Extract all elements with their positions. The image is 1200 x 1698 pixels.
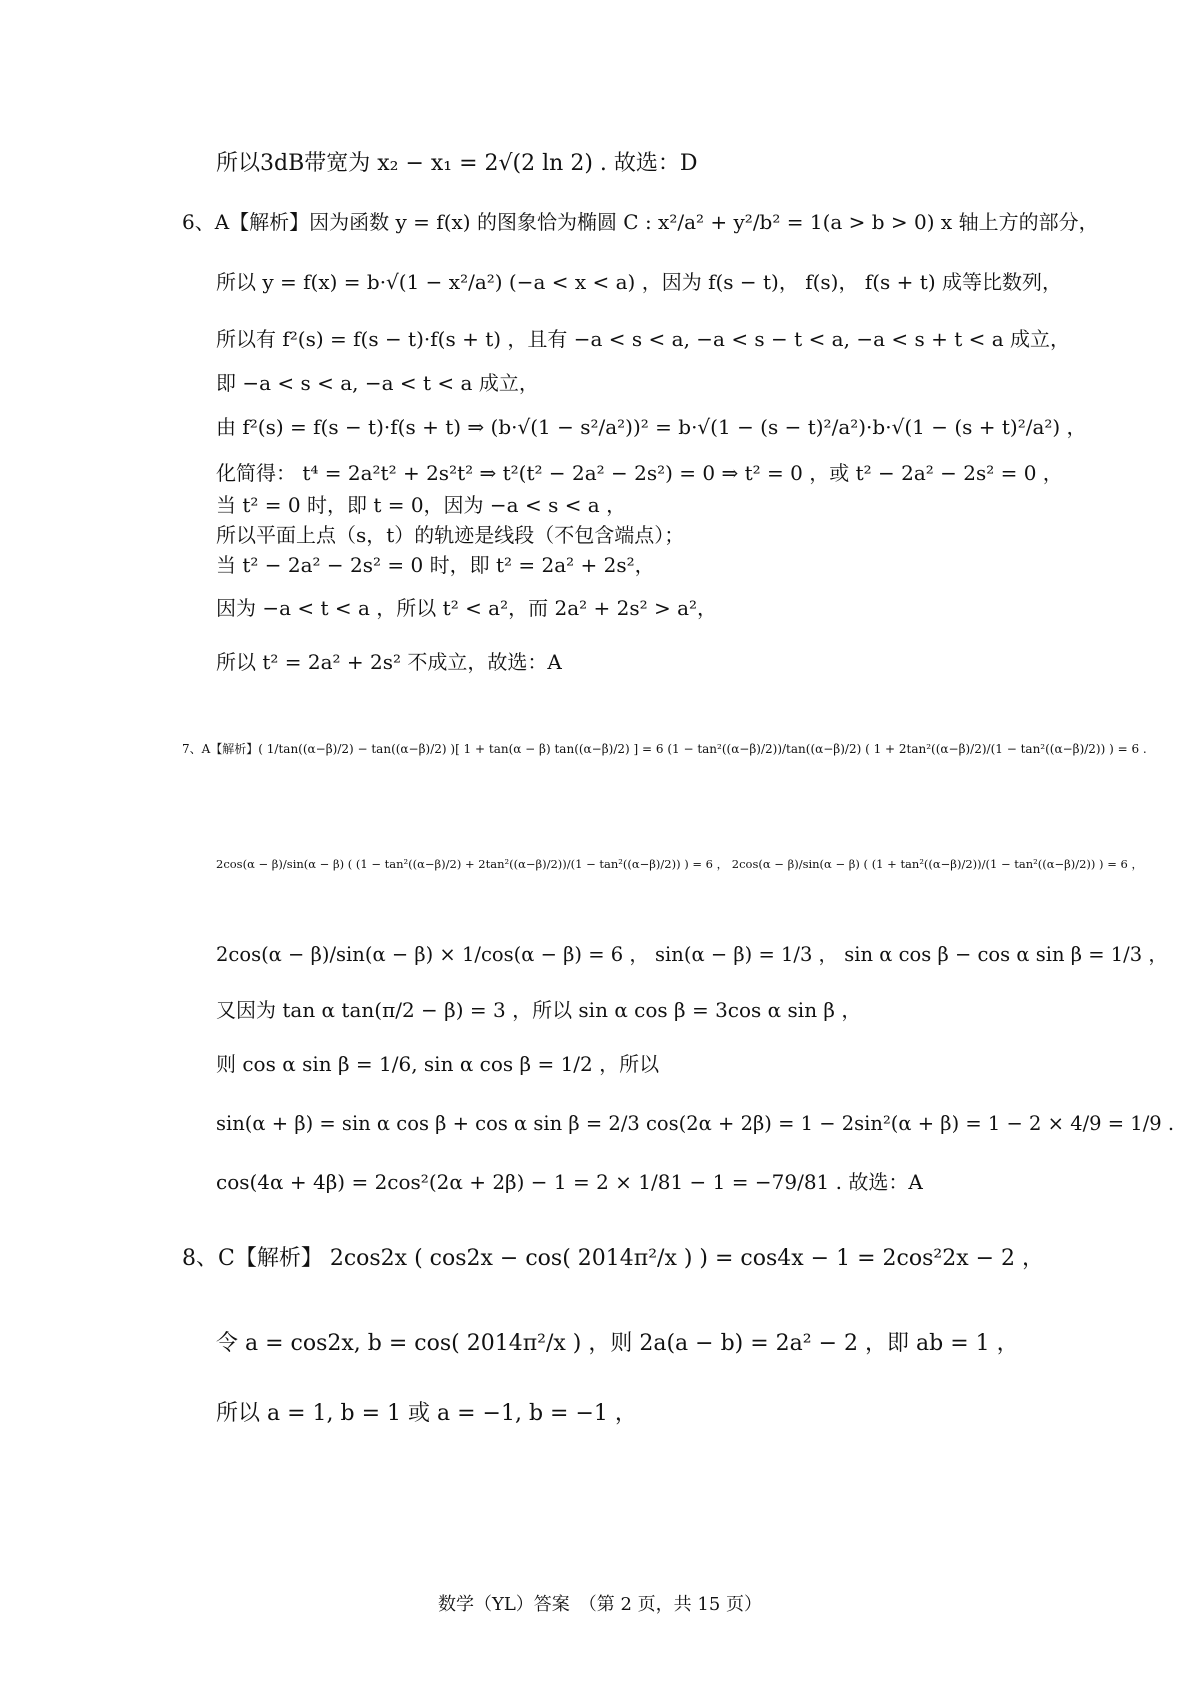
text-line: cos(4α + 4β) = 2cos²(2α + 2β) − 1 = 2 × 1/81 − 1 = −79/81 . 故选：A	[216, 1170, 923, 1194]
text-line: 令 a = cos2x, b = cos( 2014π²/x ) ，则 2a(a − b) = 2a² − 2 ，即 ab = 1 ，	[216, 1331, 1019, 1356]
text-line: 当 t² − 2a² − 2s² = 0 时，即 t² = 2a² + 2s²，	[216, 553, 655, 577]
text-line: 则 cos α sin β = 1/6, sin α cos β = 1/2 ，所以	[216, 1052, 660, 1076]
text-line: 8、C【解析】 2cos2x ( cos2x − cos( 2014π²/x ) ) = cos4x − 1 = 2cos²2x − 2 ，	[182, 1246, 1045, 1271]
text-line: 由 f²(s) = f(s − t)·f(s + t) ⇒ (b·√(1 − s²/a²))² = b·√(1 − (s − t)²/a²)·b·√(1 − (s + t)²/a²) ，	[216, 415, 1087, 439]
text-line: 化简得： t⁴ = 2a²t² + 2s²t² ⇒ t²(t² − 2a² − 2s²) = 0 ⇒ t² = 0 ，或 t² − 2a² − 2s² = 0 ，	[216, 461, 1063, 485]
text-line: sin(α + β) = sin α cos β + cos α sin β = 2/3 cos(2α + 2β) = 1 − 2sin²(α + β) = 1 − 2 × 4/9 = 1/9 .	[216, 1112, 1175, 1135]
text-line: 所以3dB带宽为 x₂ − x₁ = 2√(2 ln 2) . 故选：D	[216, 151, 698, 176]
text-line: 所以平面上点（s，t）的轨迹是线段（不包含端点）；	[216, 523, 685, 547]
text-line: 所以 t² = 2a² + 2s² 不成立，故选：A	[216, 650, 562, 674]
text-line: 所以 y = f(x) = b·√(1 − x²/a²) (−a < x < a) ，因为 f(s − t)， f(s)， f(s + t) 成等比数列，	[216, 270, 1062, 294]
text-line: 2cos(α − β)/sin(α − β) ( (1 − tan²((α−β)/2) + 2tan²((α−β)/2))/(1 − tan²((α−β)/2)) ) = 6 ， 2cos(α − β)/sin(α − β) ( (1 + tan²((α−β)/2))/(1 − tan²((α−β)/2)) ) = 6 ，	[216, 857, 1143, 871]
text-line: 2cos(α − β)/sin(α − β) × 1/cos(α − β) = 6 ， sin(α − β) = 1/3 ， sin α cos β − cos α sin β = 1/3 ，	[216, 943, 1168, 966]
text-line: 当 t² = 0 时，即 t = 0，因为 −a < s < a ，	[216, 493, 627, 517]
text-line: 6、A【解析】因为函数 y = f(x) 的图象恰为椭圆 C : x²/a² + y²/b² = 1(a > b > 0) x 轴上方的部分，	[182, 210, 1099, 234]
text-line: 即 −a < s < a, −a < t < a 成立，	[216, 371, 539, 395]
text-line: 7、A【解析】( 1/tan((α−β)/2) − tan((α−β)/2) )[ 1 + tan(α − β) tan((α−β)/2) ] = 6 (1 − tan²((α−β)/2))/tan((α−β)/2) ( 1 + 2tan²((α−β)/2)/(1 − tan²((α−β)/2)) ) = 6 .	[182, 742, 1147, 756]
text-line: 又因为 tan α tan(π/2 − β) = 3 ，所以 sin α cos β = 3cos α sin β ，	[216, 998, 862, 1022]
text-line: 所以 a = 1, b = 1 或 a = −1, b = −1 ，	[216, 1401, 637, 1426]
text-line: 所以有 f²(s) = f(s − t)·f(s + t) ，且有 −a < s < a, −a < s − t < a, −a < s + t < a 成立，	[216, 327, 1071, 351]
text-line: 因为 −a < t < a ，所以 t² < a²，而 2a² + 2s² > a²，	[216, 596, 718, 620]
page-footer: 数学（YL）答案 （第 2 页，共 15 页）	[437, 1594, 763, 1615]
